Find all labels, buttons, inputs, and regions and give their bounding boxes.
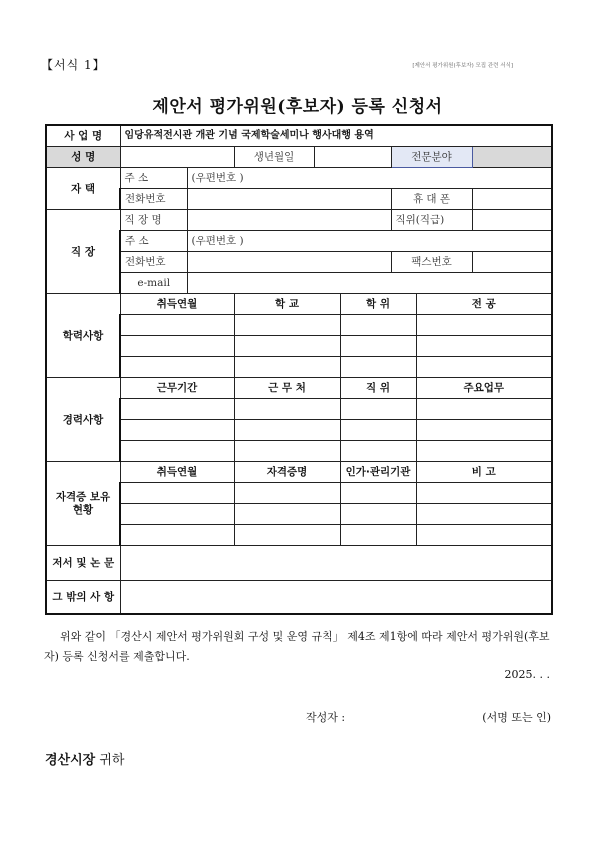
etc-row [46,581,552,615]
recipient-name: 경산시장 [45,753,96,768]
birth-field[interactable] [314,147,391,168]
table-row [46,504,552,525]
table-row [46,315,552,336]
mobile-field[interactable] [472,189,552,210]
career-label: 경력사항 [46,378,120,462]
publication-label: 저서 및 논 문 [46,546,120,581]
application-form-table [45,124,553,615]
publication-row [46,546,552,581]
edu-col-school: 학 교 [234,294,340,315]
mobile-label: 휴 대 폰 [391,189,472,210]
recipient [45,749,124,768]
career-header-row [46,378,552,399]
career-col-workplace: 근 무 처 [234,378,340,399]
company-field[interactable] [187,210,391,231]
table-row [46,420,552,441]
career-col-position: 직 위 [340,378,416,399]
career-col-period: 근무기간 [120,378,234,399]
home-address-label: 주 소 [120,168,187,189]
name-field[interactable] [120,147,234,168]
cert-col-note: 비 고 [416,462,552,483]
field-label: 전문분야 [391,147,472,168]
home-label: 자 택 [46,168,120,210]
work-company-row [46,210,552,231]
fax-label: 팩스번호 [391,252,472,273]
publication-field[interactable] [120,546,552,581]
edu-col-major: 전 공 [416,294,552,315]
etc-label: 그 밖의 사 항 [46,581,120,615]
position-label: 직위(직급) [391,210,472,231]
edu-col-degree: 학 위 [340,294,416,315]
work-address-row [46,231,552,252]
project-row [46,125,552,147]
email-field[interactable] [187,273,552,294]
table-row [46,336,552,357]
work-postal-label[interactable]: (우편번호 ) [187,231,552,252]
work-phone-label: 전화번호 [120,252,187,273]
table-row [46,525,552,546]
work-phone-row [46,252,552,273]
writer-label: 작성자 : [306,711,346,724]
date-text: 2025. . . [504,668,550,681]
field-input[interactable] [472,147,552,168]
cert-col-date: 취득연월 [120,462,234,483]
work-address-label: 주 소 [120,231,187,252]
cert-col-agency: 인가·관리기관 [340,462,416,483]
work-phone-field[interactable] [187,252,391,273]
table-row [46,357,552,378]
home-address-row [46,168,552,189]
birth-label: 생년월일 [234,147,314,168]
edu-header-row [46,294,552,315]
email-label: e-mail [120,273,187,294]
company-label: 직 장 명 [120,210,187,231]
name-row [46,147,552,168]
cert-header-row [46,462,552,483]
edu-label: 학력사항 [46,294,120,378]
etc-field[interactable] [120,581,552,615]
email-row [46,273,552,294]
statement-text: 위와 같이 「경산시 제안서 평가위원회 구성 및 운영 규칙」 제4조 제1항에 따라 제안서 평가위원(후보자) 등록 신청서를 제출합니다. [44,630,550,663]
project-value: 임당유적전시관 개관 기념 국제학술세미나 행사대행 용역 [120,125,552,147]
home-phone-field[interactable] [187,189,391,210]
name-label: 성 명 [46,147,120,168]
table-row [46,483,552,504]
career-col-duty: 주요업무 [416,378,552,399]
cert-label: 자격증 보유현황 [46,462,120,546]
position-field[interactable] [472,210,552,231]
project-label: 사 업 명 [46,125,120,147]
table-row [46,399,552,420]
edu-col-date: 취득연월 [120,294,234,315]
page-title: 제안서 평가위원(후보자) 등록 신청서 [152,97,443,117]
fax-field[interactable] [472,252,552,273]
form-note: [제안서 평가위원(후보자) 모집 관련 서식] [412,63,513,69]
form-number: 【서식 1】 [41,58,106,72]
work-label: 직 장 [46,210,120,294]
recipient-suffix: 귀하 [95,753,125,768]
home-postal-label[interactable]: (우편번호 ) [187,168,552,189]
cert-col-name: 자격증명 [234,462,340,483]
sign-label: (서명 또는 인) [482,711,551,724]
home-phone-row [46,189,552,210]
home-phone-label: 전화번호 [120,189,187,210]
table-row [46,441,552,462]
